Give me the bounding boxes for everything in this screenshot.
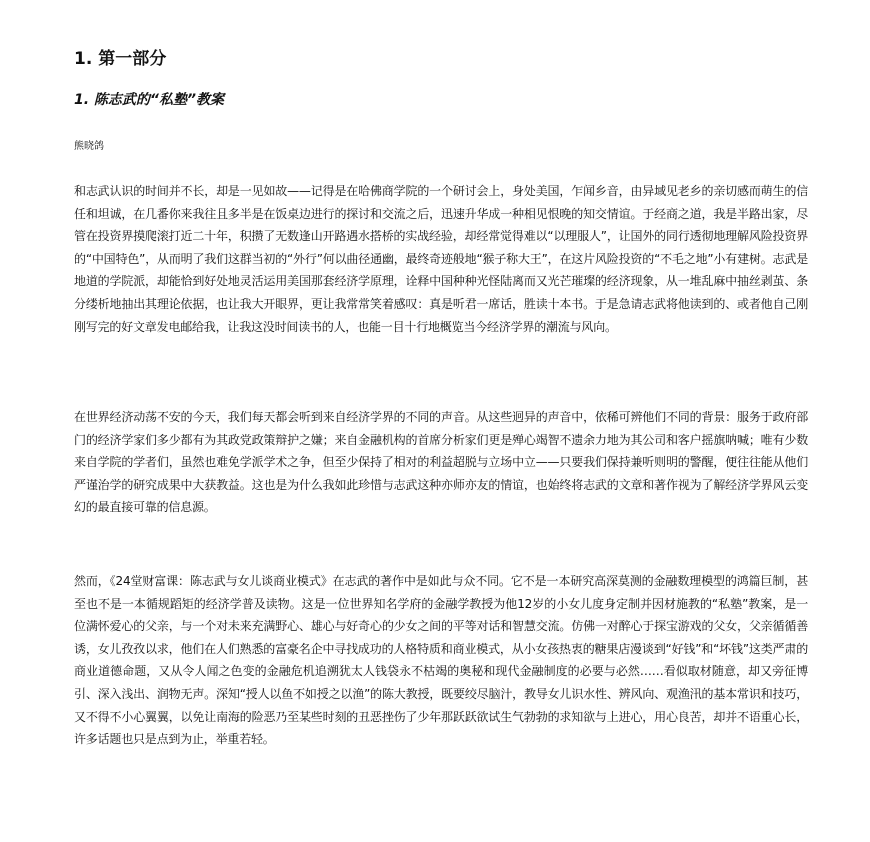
body-paragraph: 然而，《24堂财富课：陈志武与女儿谈商业模式》在志武的著作中是如此与众不同。它不是一本研究高深莫测的金融数理模型的鸿篇巨制，甚至也不是一本循规蹈矩的经济学普及读物。这是一位世界知名学府的金融学教授为他12岁的小女儿度身定制并因材施教的“私塾”教案，是一位满怀爱心的父亲，与一个对未来充满野心、雄心与好奇心的少女之间的平等对话和智慧交流。仿佛一对醉心于探宝游戏的父女，父亲循循善诱，女儿孜孜以求，他们在人们熟悉的富豪名企中寻找成功的人格特质和商业模式，从小女孩热衷的糖果店漫谈到“好钱”和“坏钱”这类严肃的商业道德命题，又从令人闻之色变的金融危机追溯犹太人钱袋永不枯竭的奥秘和现代金融制度的必要与必然……看似取材随意，却又旁征博引、深入浅出、润物无声。深知“授人以鱼不如授之以渔”的陈大教授，既要绞尽脑汁，教导女儿识水性、辨风向、观渔汛的基本常识和技巧，又不得不小心翼翼，以免让南海的险恶乃至某些时刻的丑恶挫伤了少年那跃跃欲试生气勃勃的求知欲与上进心，用心良苦，却并不语重心长，许多话题也只是点到为止，举重若轻。 [74, 574, 808, 747]
section-heading: 1. 第一部分 [74, 49, 167, 69]
author-name: 熊晓鸽 [74, 141, 104, 152]
body-paragraph: 和志武认识的时间并不长，却是一见如故——记得是在哈佛商学院的一个研讨会上，身处美国，乍闻乡音，由异域见老乡的亲切感而萌生的信任和坦诚，在几番你来我往且多半是在饭桌边进行的探讨和交流之后，迅速升华成一种相见恨晚的知交情谊。于经商之道，我是半路出家，尽管在投资界摸爬滚打近二十年，积攒了无数逢山开路遇水搭桥的实战经验，却经常觉得难以“以理服人”，让国外的同行透彻地理解风险投资界的“中国特色”，从而明了我们这群当初的“外行”何以曲径通幽，最终奇迹般地“猴子称大王”，在这片风险投资的“不毛之地”小有建树。志武是地道的学院派，却能恰到好处地灵活运用美国那套经济学原理，诠释中国种种光怪陆离而又光芒璀璨的经济现象，从一堆乱麻中抽丝剥茧、条分缕析地抽出其理论依据，也让我大开眼界，更让我常常笑着感叹：真是听君一席话，胜读十本书。于是急请志武将他读到的、或者他自己刚刚写完的好文章发电邮给我，让我这没时间读书的人，也能一目十行地概览当今经济学界的潮流与风向。 [74, 184, 808, 334]
body-paragraph: 在世界经济动荡不安的今天，我们每天都会听到来自经济学界的不同的声音。从这些迥异的声音中，依稀可辨他们不同的背景：服务于政府部门的经济学家们多少都有为其政党政策辩护之嫌；来自金融机构的首席分析家们更是殚心竭智不遗余力地为其公司和客户摇旗呐喊；唯有少数来自学院的学者们，虽然也难免学派学术之争，但至少保持了相对的利益超脱与立场中立——只要我们保持兼听则明的警醒，便往往能从他们严谨治学的研究成果中大获教益。这也是为什么我如此珍惜与志武这种亦师亦友的情谊，也始终将志武的文章和著作视为了解经济学界风云变幻的最直接可靠的信息源。 [74, 410, 808, 515]
chapter-heading: 1. 陈志武的“私塾”教案 [74, 92, 224, 108]
